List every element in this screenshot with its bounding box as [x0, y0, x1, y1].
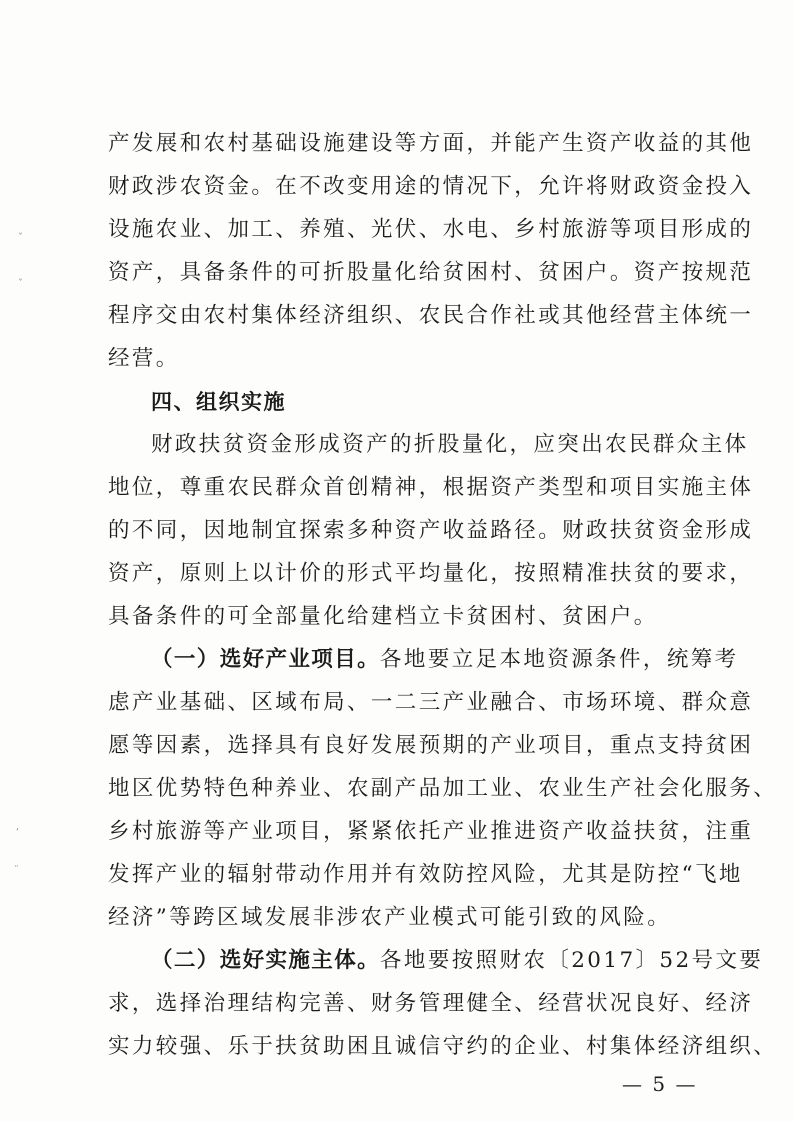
- text-line: 虑产业基础、区域布局、一二三产业融合、市场环境、群众意: [108, 690, 754, 715]
- text-line: 财政涉农资金。在不改变用途的情况下，允许将财政资金投入: [108, 174, 754, 199]
- scan-speck: ,: [16, 821, 20, 832]
- item-1-first-line: [151, 640, 739, 680]
- item-1-text: 各地要立足本地资源条件，统筹考: [380, 647, 739, 672]
- scan-speck: ˇ: [18, 233, 23, 244]
- item-2-text: 各地要按照财农〔2017〕52号文要: [380, 948, 764, 973]
- text-line: 设施农业、加工、养殖、光伏、水电、乡村旅游等项目形成的: [108, 217, 754, 242]
- text-line: 求，选择治理结构完善、财务管理健全、经营状况良好、经济: [108, 991, 754, 1016]
- item-1-label: （一）选好产业项目。: [151, 647, 381, 672]
- text-line: 地位，尊重农民群众首创精神，根据资产类型和项目实施主体: [108, 475, 754, 500]
- text-line: 地区优势特色种养业、农副产品加工业、农业生产社会化服务、: [108, 776, 778, 801]
- text-line: 实力较强、乐于扶贫助困且诚信守约的企业、村集体经济组织、: [108, 1034, 778, 1059]
- text-line: 的不同，因地制宜探索多种资产收益路径。财政扶贫资金形成: [108, 518, 754, 543]
- scan-speck: ˇ: [18, 279, 23, 290]
- text-line: 乡村旅游等产业项目，紧紧依托产业推进资产收益扶贫，注重: [108, 819, 754, 844]
- text-line: 资产，原则上以计价的形式平均量化，按照精准扶贫的要求，: [108, 561, 754, 586]
- text-line: 经济”等跨区域发展非涉农产业模式可能引致的风险。: [108, 905, 672, 930]
- text-line: 发挥产业的辐射带动作用并有效防控风险，尤其是防控“飞地: [108, 862, 743, 887]
- scan-speck: ¨: [14, 865, 19, 876]
- text-line: 经营。: [108, 346, 180, 371]
- section-heading: 四、组织实施: [151, 390, 286, 414]
- text-line: 资产，具备条件的可折股量化给贫困村、贫困户。资产按规范: [108, 260, 754, 285]
- item-2-first-line: [151, 941, 764, 981]
- item-2-label: （二）选好实施主体。: [151, 948, 381, 973]
- text-line: 财政扶贫资金形成资产的折股量化，应突出农民群众主体: [151, 432, 749, 457]
- text-line: 程序交由农村集体经济组织、农民合作社或其他经营主体统一: [108, 303, 754, 328]
- text-line: 具备条件的可全部量化给建档立卡贫困村、贫困户。: [108, 604, 658, 629]
- page-number: — 5 —: [622, 1072, 698, 1096]
- text-line: 愿等因素，选择具有良好发展预期的产业项目，重点支持贫困: [108, 733, 754, 758]
- text-line: 产发展和农村基础设施建设等方面，并能产生资产收益的其他: [108, 131, 754, 156]
